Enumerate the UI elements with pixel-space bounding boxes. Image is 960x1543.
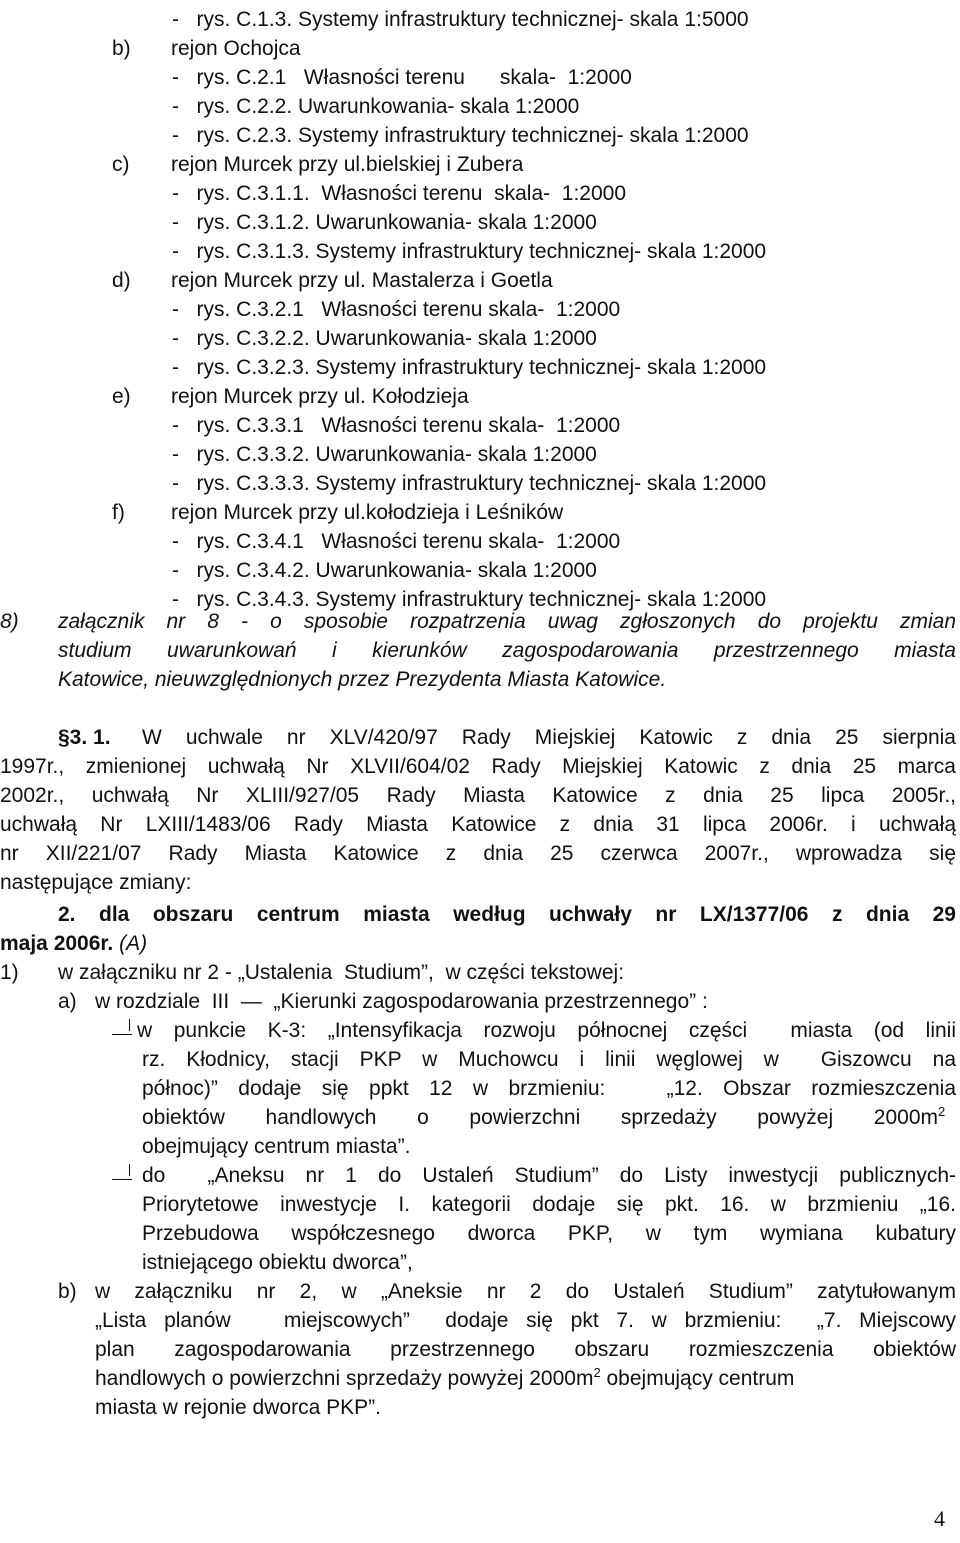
bullet-1-line: obejmujący centrum miasta”.	[142, 1135, 411, 1158]
point-a-text: w rozdziale III ― „Kierunki zagospodarowania przestrzennego” :	[95, 990, 708, 1013]
point-1-text: w załączniku nr 2 - „Ustalenia Studium”, w części tekstowej:	[58, 961, 625, 984]
item-8-label: 8)	[0, 610, 19, 633]
section-text: uchwałą Nr LXIII/1483/06 Rady Miasta Katowice z dnia 31 lipca 2006r. i uchwałą	[0, 813, 956, 836]
point-b-label: b)	[58, 1280, 77, 1303]
bullet-1-line4: obiektów handlowych o powierzchni sprzedaży powyżej $2000m^2$	[142, 1104, 946, 1129]
section-text: 2002r., uchwałą Nr XLIII/927/05 Rady Miasta Katowice z dnia 25 lipca 2005r.,	[0, 784, 956, 807]
dash-bullet-icon	[112, 1023, 134, 1037]
bullet-marker	[112, 1163, 138, 1189]
section-text: nr XII/221/07 Rady Miasta Katowice z dnia 25 czerwca 2007r., wprowadza się	[0, 842, 956, 865]
drawing-item: - rys. C.3.1.2. Uwarunkowania- skala 1:2000	[172, 211, 597, 234]
point-a-label: a)	[58, 990, 77, 1013]
bullet-1-line: w punkcie K-3: „Intensyfikacja rozwoju północnej części miasta (od linii	[137, 1019, 956, 1042]
drawing-item: - rys. C.2.2. Uwarunkowania- skala 1:2000	[172, 95, 580, 118]
subsection-heading-cont: maja 2006r. (A)	[0, 932, 148, 955]
drawing-item: - rys. C.3.2.2. Uwarunkowania- skala 1:2000	[172, 327, 597, 350]
drawing-item: - rys. C.2.1 Własności terenu skala- 1:2000	[172, 66, 632, 89]
point-b-line4: handlowych o powierzchni sprzedaży powyżej $2000m^2$ obejmujący centrum	[95, 1365, 795, 1390]
drawing-item: - rys. C.2.3. Systemy infrastruktury technicznej- skala 1:2000	[172, 124, 749, 147]
section-text: następujące zmiany:	[0, 871, 192, 894]
drawing-item: - rys. C.3.4.2. Uwarunkowania- skala 1:2000	[172, 559, 597, 582]
bullet-1-line: północ)” dodaje się ppkt 12 w brzmieniu: „12. Obszar rozmieszczenia	[142, 1077, 956, 1100]
region-title: rejon Murcek przy ul. Kołodzieja	[171, 385, 469, 408]
item-8-line: załącznik nr 8 - o sposobie rozpatrzenia uwag zgłoszonych do projektu zmian	[58, 610, 956, 633]
section-heading: §3. 1.	[58, 726, 111, 749]
bullet-marker	[112, 1018, 138, 1044]
region-title: rejon Murcek przy ul.bielskiej i Zubera	[171, 153, 524, 176]
point-b-line: w załączniku nr 2, w „Aneksie nr 2 do Ustaleń Studium” zatytułowanym	[95, 1280, 956, 1303]
region-label: f)	[112, 501, 125, 524]
item-8-line: studium uwarunkowań i kierunków zagospodarowania przestrzennego miasta	[58, 639, 956, 662]
bullet-2-line: Przebudowa współczesnego dworca PKP, w tym wymiana kubatury	[142, 1222, 956, 1245]
drawing-item: - rys. C.3.1.3. Systemy infrastruktury technicznej- skala 1:2000	[172, 240, 767, 263]
point-1-label: 1)	[0, 961, 19, 984]
drawing-item: - rys. C.3.2.3. Systemy infrastruktury technicznej- skala 1:2000	[172, 356, 767, 379]
page-number: 4	[934, 1506, 945, 1531]
region-title: rejon Murcek przy ul.kołodzieja i Leśników	[171, 501, 564, 524]
section-text: W uchwale nr XLV/420/97 Rady Miejskiej Katowic z dnia 25 sierpnia	[142, 726, 956, 749]
region-label: c)	[112, 153, 130, 176]
drawing-item: - rys. C.3.4.1 Własności terenu skala- 1:2000	[172, 530, 621, 553]
drawing-item: - rys. C.3.2.1 Własności terenu skala- 1:2000	[172, 298, 621, 321]
drawing-item: - rys. C.3.1.1. Własności terenu skala- 1:2000	[172, 182, 627, 205]
region-label: e)	[112, 385, 131, 408]
item-8-line: Katowice, nieuwzględnionych przez Prezydenta Miasta Katowice.	[58, 668, 667, 691]
drawing-item: - rys. C.3.3.2. Uwarunkowania- skala 1:2000	[172, 443, 597, 466]
dash-bullet-icon	[112, 1168, 134, 1182]
drawing-item: - rys. C.3.3.3. Systemy infrastruktury technicznej- skala 1:2000	[172, 472, 767, 495]
bullet-2-line: istniejącego obiektu dworca”,	[142, 1251, 413, 1274]
point-b-line: plan zagospodarowania przestrzennego obszaru rozmieszczenia obiektów	[95, 1338, 956, 1361]
subsection-heading: 2. dla obszaru centrum miasta według uchwały nr LX/1377/06 z dnia 29	[58, 903, 956, 926]
drawing-item: - rys. C.3.4.3. Systemy infrastruktury technicznej- skala 1:2000	[172, 588, 767, 611]
point-b-line: „Lista planów miejscowych” dodaje się pkt 7. w brzmieniu: „7. Miejscowy	[95, 1309, 956, 1332]
drawing-item: - rys. C.1.3. Systemy infrastruktury technicznej- skala 1:5000	[172, 8, 749, 31]
region-label: b)	[112, 37, 131, 60]
bullet-2-line: Priorytetowe inwestycje I. kategorii dodaje się pkt. 16. w brzmieniu „16.	[142, 1193, 956, 1216]
section-text: 1997r., zmienionej uchwałą Nr XLVII/604/02 Rady Miejskiej Katowic z dnia 25 marca	[0, 755, 956, 778]
region-title: rejon Ochojca	[171, 37, 301, 60]
bullet-2-line: do „Aneksu nr 1 do Ustaleń Studium” do Listy inwestycji publicznych-	[142, 1164, 956, 1187]
point-b-line: miasta w rejonie dworca PKP”.	[95, 1396, 381, 1419]
region-label: d)	[112, 269, 131, 292]
drawing-item: - rys. C.3.3.1 Własności terenu skala- 1:2000	[172, 414, 621, 437]
region-title: rejon Murcek przy ul. Mastalerza i Goetla	[171, 269, 553, 292]
bullet-1-line: rz. Kłodnicy, stacji PKP w Muchowcu i linii węglowej w Giszowcu na	[142, 1048, 956, 1071]
